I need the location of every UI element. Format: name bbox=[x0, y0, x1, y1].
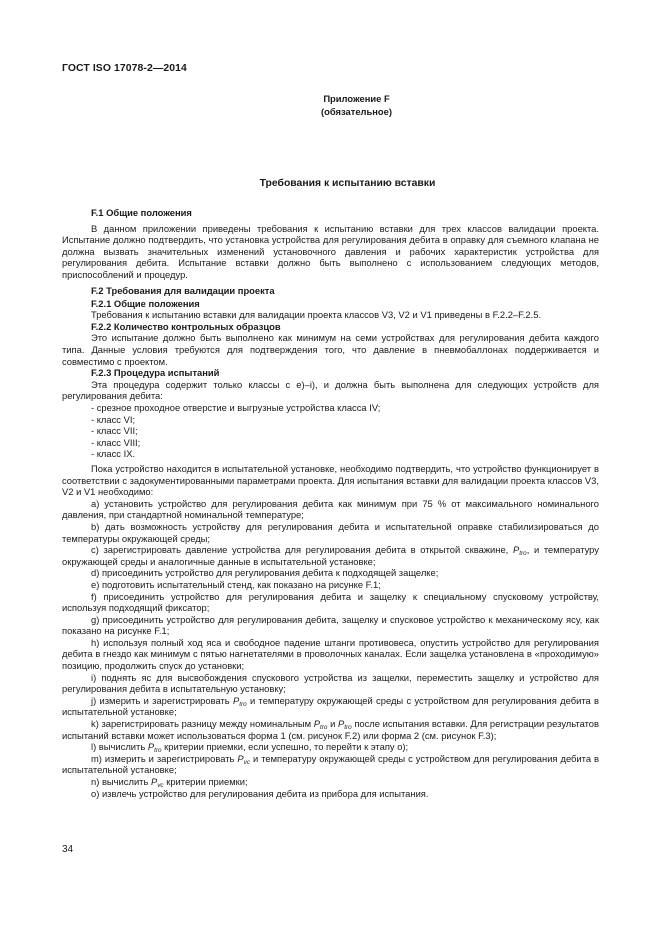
step-n: n) вычислить $P_{vc}$ критерии приемки; bbox=[91, 776, 248, 789]
symbol-p-tro: $P_{tro}$ bbox=[337, 718, 352, 732]
document-body bbox=[62, 207, 599, 799]
class-list-item: - класс IX. bbox=[91, 448, 136, 460]
step-i: i) поднять яс для высвобождения спускового устройства из защелки, переместить защелку и устройство для регулирования дебита в испытательную установку; bbox=[62, 671, 599, 695]
step-k: k) зарегистрировать разницу между номинальным $P_{tro}$ и $P_{tro}$ после испытания вставки. Для регистрации результатов испытаний вставки может использоваться форма 1 (см. рисунок F.2) или форма 2 (см. рисунок F.3); bbox=[62, 718, 599, 741]
section-heading-f21: F.2.1 Общие положения bbox=[91, 297, 200, 309]
step-d: d) присоединить устройство для регулирования дебита к подходящей защелке; bbox=[91, 567, 439, 579]
symbol-p-tro: $P_{tro}$ bbox=[147, 741, 162, 755]
class-list-item: - класс VI; bbox=[91, 413, 136, 425]
paragraph-f22: Это испытание должно быть выполнено как минимум на семи устройствах для регулирования дебита каждого типа. Данные условия требуются для подтверждения того, что давление в пневмобаллонах поддерживается и совместимо с проектом. bbox=[62, 332, 599, 367]
annex-status: (обязательное) bbox=[321, 105, 392, 117]
section-heading-f22: F.2.2 Количество контрольных образцов bbox=[91, 320, 281, 332]
page-title: Требования к испытанию вставки bbox=[259, 178, 436, 189]
step-c: с) зарегистрировать давление устройства для регулирования дебита в открытой скважине, $P_{tro}$, и температуру окружающей среды и аналогичные данные в испытательной установке; bbox=[62, 544, 599, 567]
class-list-item: - класс VII; bbox=[91, 425, 138, 437]
class-list-item: - класс VIII; bbox=[91, 436, 141, 448]
step-g: g) присоединить устройство для регулирования дебита, защелку и спусковое устройство к механическому ясу, как показано на рисунке F.1; bbox=[62, 613, 599, 637]
annex-heading bbox=[62, 93, 599, 118]
section-heading-f2: F.2 Требования для валидации проекта bbox=[91, 284, 275, 296]
step-m: m) измерить и зарегистрировать $P_{vc}$ и температуру окружающей среды с устройством для регулирования дебита в испытательной установке; bbox=[62, 752, 600, 776]
symbol-p-tro: $P_{tro}$ bbox=[232, 694, 247, 708]
document-header: ГОСТ ISO 17078-2—2014 bbox=[62, 63, 187, 74]
paragraph-install: Пока устройство находится в испытательной установке, необходимо подтвердить, что устройство функционирует в соответствии с задокументированными параметрами проекта. Для испытания вставки для валидации проекта классов V3, V2 и V1 необходимо: bbox=[62, 462, 599, 498]
paragraph-f21: Требования к испытанию вставки для валидации проекта классов V3, V2 и V1 приведены в F.2.2–F.2.5. bbox=[91, 309, 542, 321]
symbol-p-vc: $P_{vc}$ bbox=[237, 752, 251, 766]
annex-title: Приложение F bbox=[323, 93, 390, 104]
step-a: а) установить устройство для регулирования дебита как минимум при 75 % от максимального номинального давления, при стандартной номинальной температуре; bbox=[62, 497, 599, 521]
step-f: f) присоединить устройство для регулирования дебита и защелку к специальному спусковому устройству, используя подходящий фиксатор; bbox=[62, 590, 599, 614]
section-heading-f1: F.1 Общие положения bbox=[91, 207, 192, 218]
step-j: j) измерить и зарегистрировать $P_{tro}$ и температуру окружающей среды с устройством для регулирования дебита в испытательной установке; bbox=[62, 694, 600, 718]
paragraph-f23: Эта процедура содержит только классы с е)–i), и должна быть выполнена для следующих устройств для регулирования дебита: bbox=[62, 378, 599, 402]
step-l: l) вычислить $P_{tro}$ критерии приемки, если успешно, то перейти к этапу о); bbox=[91, 741, 409, 755]
step-o: о) извлечь устройство для регулирования дебита из прибора для испытания. bbox=[91, 787, 429, 799]
paragraph-f1: В данном приложении приведены требования к испытанию вставки для трех классов валидации проекта. Испытание должно подтвердить, что установка устройства для регулирования дебита в оправку для съемного клапана не должна вызвать значительных изменений установочного давления и рабочих характеристик устройства для регулирования дебита. Испытание вставки должно быть выполнено с использованием следующих методов, приспособлений и процедур. bbox=[62, 222, 599, 280]
class-list-item: - срезное проходное отверстие и выгрузные устройства класса IV; bbox=[91, 402, 381, 413]
section-heading-f23: F.2.3 Процедура испытаний bbox=[91, 367, 220, 379]
symbol-p-tro: $P_{tro}$ bbox=[313, 718, 328, 732]
page-number: 34 bbox=[62, 844, 74, 855]
symbol-p-tro: $P_{tro}$ bbox=[512, 544, 527, 558]
step-e: е) подготовить испытательный стенд, как показано на рисунке F.1; bbox=[91, 578, 381, 590]
step-h: h) используя полный ход яса и свободное падение штанги противовеса, опустить устройство для регулирования дебита в гнездо как минимум с пятью нагнетателями в проволочных каналах. Если защелка установлена в «проходимую» позицию, продолжить спуск до установки; bbox=[62, 636, 599, 672]
step-b: b) дать возможность устройству для регулирования дебита и испытательной оправке стабилизироваться до температуры окружающей среды; bbox=[62, 520, 599, 544]
symbol-p-vc: $P_{vc}$ bbox=[150, 776, 164, 789]
